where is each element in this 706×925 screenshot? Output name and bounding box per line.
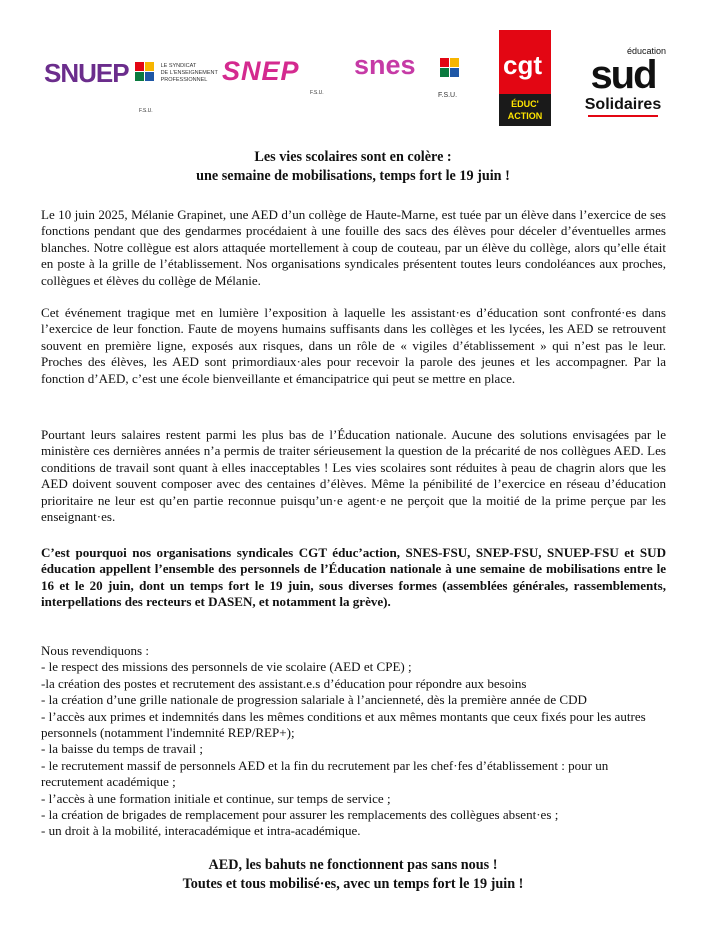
demand-item: - le recrutement massif de personnels AED et la fin du recrutement par les chef·fes d’établissement : pour un recrutement académique ;: [41, 757, 609, 790]
snuep-desc-line: LE SYNDICAT: [160, 63, 197, 69]
demand-item: -la création des postes et recrutement des assistant.e.s d’éducation pour répondre aux besoins: [41, 675, 527, 691]
demands-intro: Nous revendiquons :: [41, 643, 149, 658]
logo-row: [0, 28, 706, 138]
snes-fsu-label: F.S.U.: [438, 92, 458, 99]
slogan-line-2: Toutes et tous mobilisé·es, avec un temps fort le 19 juin !: [182, 876, 524, 892]
cgt-educ-line: ÉDUC': [511, 99, 539, 109]
cgt-educaction-logo: [499, 30, 551, 126]
demand-item: - la création de brigades de remplacement pour assurer les remplacements des collègues absent·es ;: [41, 807, 559, 823]
snuep-desc-line: PROFESSIONNEL: [160, 77, 208, 83]
paragraph-2: [41, 305, 666, 387]
demand-item: - l’accès à une formation initiale et continue, sur temps de service ;: [41, 790, 391, 806]
cgt-educaction-block: [499, 94, 551, 126]
demands-list: [41, 659, 666, 839]
fsu-emblem-icon: [135, 60, 157, 88]
snuep-fsu-label: F.S.U.: [139, 108, 153, 114]
paragraph-text: C’est pourquoi nos organisations syndicales CGT éduc’action, SNES-FSU, SNEP-FSU, SNUEP-FSU et SUD éducation appellent l’ensemble des personnels de l’Éducation nationale à une semaine de mobilisations entre le 16 et le 20 juin, dont un temps fort le 19 juin, sous diverses formes (assemblées générales, rassemblements, interpellations des recteurs et DASEN, et notamment la grève).: [41, 545, 666, 610]
snep-fsu-label: F.S.U.: [310, 90, 324, 96]
demand-item: - la baisse du temps de travail ;: [41, 741, 203, 757]
sud-education-label: éducation: [626, 46, 666, 56]
snes-logo: [354, 50, 458, 99]
title-line-2: une semaine de mobilisations, temps fort le 19 juin !: [196, 168, 510, 184]
demand-item: - l’accès aux primes et indemnités dans les mêmes conditions et aux mêmes montants que ceux fixés pour les autres personnels (notamment l'indemnité REP/REP+);: [41, 708, 646, 741]
sud-underline: [588, 115, 658, 117]
cgt-wordmark: cgt: [503, 50, 542, 80]
demand-item: - la création d’une grille nationale de progression salariale à l’ancienneté, dès la première année de CDD: [41, 692, 587, 708]
demand-item: - un droit à la mobilité, interacadémique et intra-académique.: [41, 823, 361, 839]
title-line-1: Les vies scolaires sont en colère :: [254, 149, 452, 165]
snuep-desc-line: DE L'ENSEIGNEMENT: [160, 70, 218, 76]
sud-solidaires-label: Solidaires: [584, 96, 662, 113]
paragraph-text: Cet événement tragique met en lumière l’exposition à laquelle les assistant·es d’éducation sont confronté·es dans l’exercice de leur fonction. Faute de moyens humains suffisants dans les collèges et les lycées, les AED se retrouvent souvent en première ligne, exposés aux risques, dans un rôle de « vigiles d’établissement » qui n’est pas le leur. Proches des élèves, les AED sont primordiaux·ales pour recevoir la parole des jeunes et les accompagner. Par la fonction d’AED, c’est une école bienveillante et émancipatrice qui peut se mettre en place.: [41, 305, 666, 386]
snuep-logo: [44, 58, 223, 114]
fsu-emblem-icon: [440, 56, 462, 84]
closing-slogan: [40, 856, 666, 894]
demands-section: [41, 643, 666, 840]
paragraph-3: [41, 427, 666, 525]
snuep-wordmark: SNUEP: [44, 58, 129, 88]
snep-wordmark: SNEP: [222, 56, 300, 86]
cgt-red-block: [499, 30, 551, 94]
paragraph-call-to-action: [41, 545, 666, 611]
snuep-description: [161, 63, 223, 84]
sud-wordmark: sud: [590, 53, 656, 97]
slogan-line-1: AED, les bahuts ne fonctionnent pas sans nous !: [208, 857, 498, 873]
snes-wordmark: snes: [354, 50, 416, 80]
snep-logo: [222, 56, 324, 96]
paragraph-text: Pourtant leurs salaires restent parmi les plus bas de l’Éducation nationale. Aucune des solutions envisagées par le ministère ces dernières années n’a permis de traiter sérieusement la question de la précarité de nos collègues AED. Les conditions de travail sont quant à elles inacceptables ! Les vies scolaires sont réduites à peau de chagrin alors que les AED doivent souvent composer avec des centaines d’élèves. Même la pénibilité de l’exercice en réseau d’éducation prioritaire ne leur est qu’en partie reconnue puisqu’un·e agent·e ne perçoit que la moitié de la prime perçue par les enseignant·es.: [41, 427, 666, 525]
paragraph-1: [41, 207, 666, 289]
paragraph-text: Le 10 juin 2025, Mélanie Grapinet, une AED d’un collège de Haute-Marne, est tuée par un élève dans l’exercice de ses fonctions pendant que des gendarmes procédaient à une fouille des sacs des élèves pour déceler d’éventuelles armes blanches. Notre collègue est alors attaquée mortellement à coup de couteau, par un élève du collège, alors qu’elle était en poste à la grille de l’établissement. Nos organisations syndicales présentent toutes leurs condoléances aux proches, collègues et élèves du collège de Mélanie.: [41, 207, 666, 288]
sud-education-logo: [580, 46, 666, 117]
page-title: [40, 148, 666, 186]
cgt-action-line: ACTION: [507, 111, 543, 121]
demand-item: - le respect des missions des personnels de vie scolaire (AED et CPE) ;: [41, 659, 412, 675]
